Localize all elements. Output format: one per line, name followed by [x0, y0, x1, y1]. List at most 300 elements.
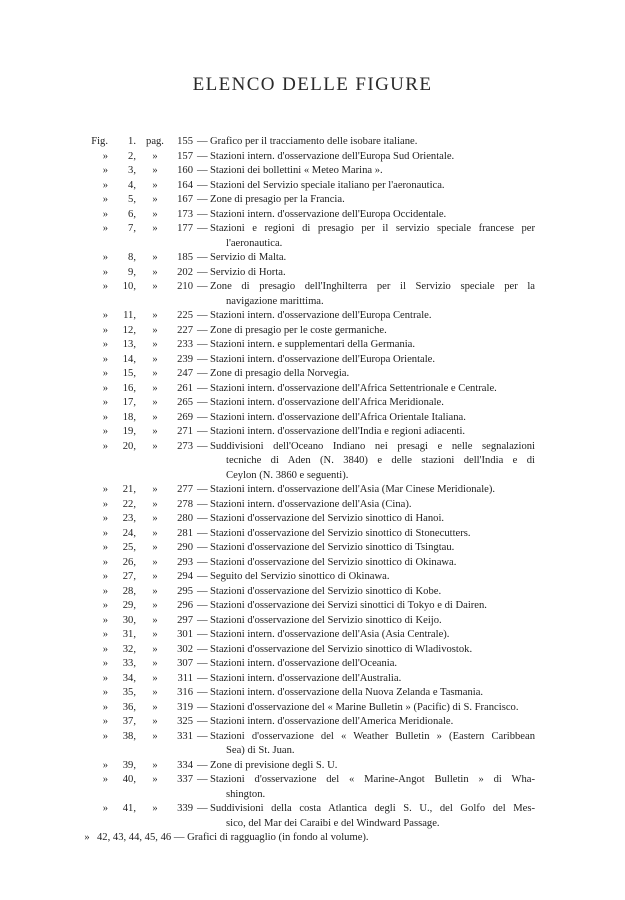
list-item [0, 628, 625, 643]
fig-number: 20, [122, 440, 136, 452]
fig-description: Zone di previsione degli S. U. [210, 759, 338, 771]
fig-description: Stazioni intern. d'osservazione dell'Africa Settentrionale e Centrale. [210, 382, 497, 394]
fig-number: 39, [122, 759, 136, 771]
ditto-mark: » [152, 614, 158, 626]
fig-number: 38, [122, 730, 136, 742]
dash: — [197, 513, 208, 524]
ditto-mark: » [152, 150, 158, 162]
fig-number: 7, [128, 223, 136, 234]
page-number: 177 [177, 223, 193, 234]
ditto-mark: » [102, 382, 108, 394]
fig-number: 32, [122, 643, 136, 655]
fig-description: Stazioni intern. d'osservazione dell'America Meridionale. [210, 716, 454, 727]
fig-number: 35, [122, 687, 136, 698]
dash: — [197, 774, 208, 785]
fig-description: Grafici di ragguaglio (in fondo al volume). [187, 832, 369, 843]
ditto-mark: » [102, 440, 108, 452]
dash: — [197, 136, 208, 147]
list-item [0, 773, 625, 802]
ditto-mark: » [152, 223, 158, 234]
dash: — [197, 759, 208, 771]
fig-number: 18, [122, 411, 136, 423]
ditto-mark: » [152, 382, 158, 394]
dash: — [197, 440, 208, 452]
page-number: 296 [177, 600, 193, 611]
list-item [0, 440, 625, 484]
dash: — [197, 426, 208, 437]
ditto-mark: » [102, 397, 108, 408]
fig-number: 29, [122, 600, 136, 611]
page-number: 280 [177, 513, 193, 524]
ditto-mark: » [102, 324, 108, 336]
page-number: 155 [177, 136, 193, 147]
fig-number: 13, [122, 339, 136, 350]
fig-number: 28, [122, 585, 136, 597]
ditto-mark: » [102, 687, 108, 698]
page-number: 247 [177, 368, 193, 379]
ditto-mark: » [102, 484, 108, 495]
ditto-mark: » [152, 397, 158, 408]
fig-number: 41, [122, 803, 136, 814]
fig-description: Stazioni intern. d'osservazione dell'Europa Orientale. [210, 353, 436, 365]
dash: — [197, 643, 208, 655]
fig-description: Stazioni intern. d'osservazione dell'Europa Occidentale. [210, 208, 447, 220]
ditto-mark: » [102, 310, 108, 321]
page-number: 278 [177, 498, 193, 510]
page-number: 302 [177, 643, 193, 655]
ditto-mark: » [102, 513, 108, 524]
fig-number: 37, [122, 716, 136, 727]
page-number: 210 [177, 281, 193, 292]
fig-description: Zone di presagio dell'Inghilterra per il Servizio speciale per la [210, 281, 535, 292]
ditto-mark: » [152, 629, 158, 640]
list-item [0, 759, 625, 774]
ditto-mark: » [152, 600, 158, 611]
page-number: 331 [177, 730, 193, 742]
fig-description: Suddivisioni della costa Atlantica degli S. U., del Golfo del Mes- [210, 803, 535, 814]
ditto-mark: » [102, 542, 108, 553]
fig-description: Stazioni intern. d'osservazione dell'Asia (Asia Centrale). [210, 629, 450, 640]
ditto-mark: » [152, 484, 158, 495]
ditto-mark: » [152, 803, 158, 814]
fig-number: 25, [122, 542, 136, 553]
dash: — [197, 252, 208, 263]
ditto-mark: » [152, 266, 158, 278]
dash: — [197, 716, 208, 727]
fig-number: 36, [122, 701, 136, 713]
ditto-mark: » [152, 571, 158, 582]
page-number: 167 [177, 194, 193, 205]
fig-description: Stazioni intern. e supplementari della Germania. [210, 339, 416, 350]
ditto-mark: » [152, 339, 158, 350]
dash: — [197, 556, 208, 568]
dash: — [197, 339, 208, 350]
dash: — [197, 730, 208, 742]
fig-description: Stazioni intern. d'osservazione dell'Europa Sud Orientale. [210, 150, 455, 162]
dash: — [197, 614, 208, 626]
list-item [0, 367, 625, 382]
ditto-mark: » [152, 687, 158, 698]
page-number: 334 [177, 759, 193, 771]
list-item [0, 382, 625, 397]
dash: — [197, 208, 208, 220]
ditto-mark: » [152, 324, 158, 336]
ditto-mark: » [152, 252, 158, 263]
fig-number: 31, [122, 629, 136, 640]
list-item [0, 614, 625, 629]
page-number: 339 [177, 803, 193, 814]
ditto-mark: » [152, 426, 158, 437]
dash: — [197, 382, 208, 394]
dash: — [197, 368, 208, 379]
fig-number: 10, [122, 281, 136, 292]
ditto-mark: » [102, 585, 108, 597]
fig-numbers [97, 831, 369, 846]
fig-description: Zone di presagio della Norvegia. [210, 368, 350, 379]
ditto-mark: » [152, 701, 158, 713]
list-item [0, 193, 625, 208]
page-number: 157 [177, 150, 193, 162]
fig-description: Servizio di Malta. [210, 252, 287, 263]
fig-number-group: 42, 43, 44, 45, 46 [97, 832, 172, 843]
list-item [0, 686, 625, 701]
list-item [0, 585, 625, 600]
ditto-mark: » [102, 701, 108, 713]
fig-number: 5, [128, 194, 136, 205]
fig-description: Stazioni d'osservazione del Servizio sinottico di Wladivostok. [210, 643, 473, 655]
page-number: 269 [177, 411, 193, 423]
fig-description: Stazioni d'osservazione del Servizio sinottico di Keijo. [210, 614, 442, 626]
ditto-mark: » [152, 368, 158, 379]
ditto-mark: » [102, 730, 108, 742]
ditto-mark: » [102, 614, 108, 626]
figure-list [0, 135, 625, 846]
fig-number: 21, [122, 484, 136, 495]
fig-description-continued: l'aeronautica. [226, 237, 283, 249]
fig-description-continued: sico, del Mar dei Caraibi e del Windward Passage. [226, 817, 440, 829]
page-number: 271 [177, 426, 193, 437]
list-item [0, 179, 625, 194]
ditto-mark: » [152, 542, 158, 553]
list-item [0, 701, 625, 716]
page-number: 273 [177, 440, 193, 452]
pag-label: pag. [146, 136, 164, 147]
fig-number: 23, [122, 513, 136, 524]
ditto-mark: » [152, 643, 158, 655]
page-number: 160 [177, 165, 193, 176]
ditto-mark: » [102, 266, 108, 278]
fig-description-continued: navigazione marittima. [226, 295, 324, 307]
fig-number: 8, [128, 252, 136, 263]
fig-label: Fig. [91, 136, 108, 147]
fig-description: Stazioni intern. d'osservazione dell'Asia (Mar Cinese Meridionale). [210, 484, 496, 495]
list-item [0, 266, 625, 281]
list-item [0, 599, 625, 614]
list-item [0, 512, 625, 527]
dash: — [197, 571, 208, 582]
page-number: 297 [177, 614, 193, 626]
ditto-mark: » [102, 643, 108, 655]
list-item [0, 309, 625, 324]
ditto-mark: » [152, 658, 158, 669]
dash: — [197, 701, 208, 713]
fig-description-continued: Sea) di St. Juan. [226, 745, 295, 756]
dash: — [197, 310, 208, 321]
fig-description: Stazioni d'osservazione del Servizio sinottico di Okinawa. [210, 556, 457, 568]
list-item [0, 715, 625, 730]
ditto-mark: » [102, 194, 108, 205]
ditto-mark: » [152, 774, 158, 785]
dash: — [197, 165, 208, 176]
list-item [0, 802, 625, 831]
ditto-mark: » [84, 832, 90, 843]
page-number: 202 [177, 266, 193, 278]
ditto-mark: » [102, 556, 108, 568]
list-item [0, 135, 625, 150]
page-number: 185 [177, 252, 193, 263]
fig-description-continued: Ceylon (N. 3860 e seguenti). [226, 469, 349, 481]
page-title: ELENCO DELLE FIGURE [192, 74, 433, 95]
fig-number: 11, [123, 310, 136, 321]
list-item [0, 657, 625, 672]
fig-number: 4, [128, 179, 136, 191]
fig-number: 27, [122, 571, 136, 582]
dash: — [197, 672, 208, 684]
list-item [0, 498, 625, 513]
fig-number: 12, [122, 324, 136, 336]
fig-description: Servizio di Horta. [210, 266, 286, 278]
page-number: 225 [177, 310, 193, 321]
page-number: 281 [177, 527, 193, 539]
list-item [0, 150, 625, 165]
list-item [0, 556, 625, 571]
ditto-mark: » [102, 411, 108, 423]
ditto-mark: » [152, 353, 158, 365]
page-number: 294 [177, 571, 193, 582]
fig-description: Stazioni intern. d'osservazione dell'Australia. [210, 672, 402, 684]
dash: — [197, 484, 208, 495]
fig-description: Zone di presagio per la Francia. [210, 194, 345, 205]
fig-description: Stazioni intern. d'osservazione dell'Europa Centrale. [210, 310, 432, 321]
fig-description: Zone di presagio per le coste germaniche. [210, 324, 387, 336]
fig-description: Stazioni intern. d'osservazione dell'Africa Orientale Italiana. [210, 411, 466, 423]
dash: — [197, 585, 208, 597]
fig-number: 14, [122, 353, 136, 365]
dash: — [197, 397, 208, 408]
dash: — [197, 194, 208, 205]
fig-description: Stazioni intern. d'osservazione della Nuova Zelanda e Tasmania. [210, 687, 484, 698]
ditto-mark: » [152, 411, 158, 423]
page-number: 295 [177, 585, 193, 597]
list-item [0, 570, 625, 585]
ditto-mark: » [102, 223, 108, 234]
page-number: 227 [177, 324, 193, 336]
fig-number: 2, [128, 150, 136, 162]
dash: — [197, 803, 208, 814]
ditto-mark: » [102, 339, 108, 350]
dash: — [197, 629, 208, 640]
fig-number: 33, [122, 658, 136, 669]
fig-description: Stazioni del Servizio speciale italiano per l'aeronautica. [210, 179, 445, 191]
ditto-mark: » [152, 759, 158, 771]
fig-description: Stazioni intern. d'osservazione dell'Asia (Cina). [210, 498, 412, 510]
fig-number: 22, [122, 498, 136, 510]
list-item [0, 425, 625, 440]
list-item [0, 353, 625, 368]
ditto-mark: » [102, 803, 108, 814]
fig-description: Grafico per il tracciamento delle isobare italiane. [210, 136, 418, 147]
page-number: 293 [177, 556, 193, 568]
fig-number: 40, [122, 774, 136, 785]
dash: — [173, 832, 185, 843]
dash: — [197, 542, 208, 553]
ditto-mark: » [152, 165, 158, 176]
ditto-mark: » [102, 759, 108, 771]
list-item [0, 483, 625, 498]
ditto-mark: » [102, 426, 108, 437]
list-item [0, 222, 625, 251]
dash: — [197, 324, 208, 336]
dash: — [197, 281, 208, 292]
fig-description: Stazioni d'osservazione del « Marine-Angot Bulletin » di Wha- [210, 774, 535, 785]
list-item [0, 541, 625, 556]
page-number: 337 [177, 774, 193, 785]
fig-number: 16, [122, 382, 136, 394]
fig-description-continued: tecniche di Aden (N. 3840) e delle stazioni dell'India e di [226, 455, 535, 466]
fig-number: 6, [128, 208, 136, 220]
ditto-mark: » [152, 672, 158, 684]
fig-description: Suddivisioni dell'Oceano Indiano nei presagi e nelle segnalazioni [210, 440, 535, 452]
page-number: 311 [177, 672, 193, 684]
fig-description: Stazioni intern. d'osservazione dell'Oceania. [210, 658, 398, 669]
fig-number: 3, [128, 165, 136, 176]
dash: — [197, 223, 208, 234]
page-number: 316 [177, 687, 193, 698]
list-item [0, 324, 625, 339]
dash: — [197, 179, 208, 191]
ditto-mark: » [152, 498, 158, 510]
ditto-mark: » [152, 281, 158, 292]
page-number: 265 [177, 397, 193, 408]
fig-number: 15, [122, 368, 136, 379]
dash: — [197, 600, 208, 611]
ditto-mark: » [102, 658, 108, 669]
fig-description: Stazioni d'osservazione del Servizio sinottico di Kobe. [210, 585, 442, 597]
ditto-mark: » [152, 585, 158, 597]
fig-description: Stazioni dei bollettini « Meteo Marina ». [210, 165, 383, 176]
dash: — [197, 353, 208, 365]
ditto-mark: » [102, 208, 108, 220]
fig-number: 30, [122, 614, 136, 626]
page-number: 164 [177, 179, 193, 191]
fig-number: 24, [122, 527, 136, 539]
ditto-mark: » [102, 600, 108, 611]
fig-description: Stazioni d'osservazione dei Servizi sinottici di Tokyo e di Dairen. [210, 600, 487, 611]
ditto-mark: » [152, 527, 158, 539]
fig-number: 19, [122, 426, 136, 437]
ditto-mark: » [102, 252, 108, 263]
fig-number: 17, [122, 397, 136, 408]
page-number: 301 [177, 629, 193, 640]
ditto-mark: » [152, 208, 158, 220]
ditto-mark: » [152, 194, 158, 205]
ditto-mark: » [102, 774, 108, 785]
ditto-mark: » [102, 571, 108, 582]
list-item [0, 208, 625, 223]
dash: — [197, 411, 208, 423]
list-item [0, 527, 625, 542]
list-item [0, 831, 625, 846]
ditto-mark: » [102, 150, 108, 162]
dash: — [197, 658, 208, 669]
page-number: 319 [177, 701, 193, 713]
fig-description: Stazioni d'osservazione del Servizio sinottico di Hanoi. [210, 513, 445, 524]
page-number: 239 [177, 353, 193, 365]
dash: — [197, 687, 208, 698]
list-item [0, 643, 625, 658]
ditto-mark: » [102, 281, 108, 292]
fig-number: 9, [128, 266, 136, 278]
ditto-mark: » [152, 716, 158, 727]
fig-description: Stazioni intern. d'osservazione dell'India e regioni adiacenti. [210, 426, 466, 437]
ditto-mark: » [152, 310, 158, 321]
ditto-mark: » [102, 353, 108, 365]
ditto-mark: » [102, 498, 108, 510]
list-item [0, 730, 625, 759]
dash: — [197, 266, 208, 278]
ditto-mark: » [102, 368, 108, 379]
ditto-mark: » [102, 165, 108, 176]
ditto-mark: » [102, 179, 108, 191]
page-number: 290 [177, 542, 193, 553]
page-number: 277 [177, 484, 193, 495]
list-item [0, 411, 625, 426]
fig-description: Stazioni d'osservazione del « Marine Bulletin » (Pacific) di S. Francisco. [210, 701, 519, 713]
fig-description: Stazioni e regioni di presagio per il servizio speciale francese per [210, 223, 535, 234]
list-item [0, 338, 625, 353]
ditto-mark: » [102, 716, 108, 727]
fig-description: Stazioni d'osservazione del Servizio sinottico di Tsingtau. [210, 542, 455, 553]
page-number: 173 [177, 208, 193, 220]
fig-description: Stazioni intern. d'osservazione dell'Africa Meridionale. [210, 397, 444, 408]
dash: — [197, 527, 208, 539]
page-number: 233 [177, 339, 193, 350]
ditto-mark: » [152, 440, 158, 452]
list-item [0, 164, 625, 179]
fig-description: Seguito del Servizio sinottico di Okinawa. [210, 571, 390, 582]
fig-number: 34, [122, 672, 136, 684]
fig-description-continued: shington. [226, 788, 266, 800]
ditto-mark: » [152, 556, 158, 568]
ditto-mark: » [152, 730, 158, 742]
list-item [0, 396, 625, 411]
page-number: 261 [177, 382, 193, 394]
ditto-mark: » [152, 513, 158, 524]
fig-description: Stazioni d'osservazione del « Weather Bulletin » (Eastern Caribbean [210, 730, 535, 742]
fig-description: Stazioni d'osservazione del Servizio sinottico di Stonecutters. [210, 527, 471, 539]
ditto-mark: » [102, 672, 108, 684]
ditto-mark: » [102, 629, 108, 640]
list-item [0, 280, 625, 309]
list-item [0, 251, 625, 266]
fig-number: 26, [122, 556, 136, 568]
ditto-mark: » [102, 527, 108, 539]
fig-number: 1. [128, 136, 136, 147]
list-item [0, 672, 625, 687]
dash: — [197, 150, 208, 162]
page-number: 307 [177, 658, 193, 669]
page-number: 325 [177, 716, 193, 727]
